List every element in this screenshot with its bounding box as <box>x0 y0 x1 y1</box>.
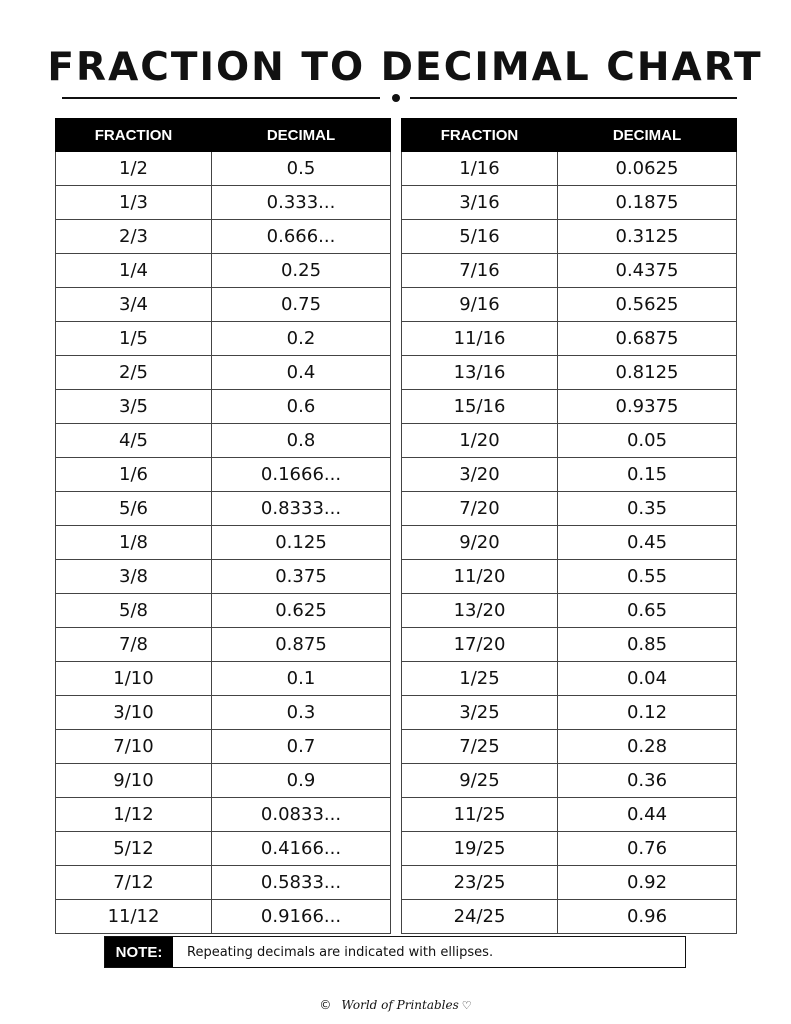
table-row <box>402 866 737 900</box>
fraction-cell: 5/8 <box>56 594 212 628</box>
copyright-symbol: © <box>319 998 332 1012</box>
fraction-table-right <box>401 118 737 934</box>
table-row <box>56 152 391 186</box>
fraction-cell: 1/12 <box>56 798 212 832</box>
fraction-cell: 9/25 <box>402 764 558 798</box>
fraction-cell: 2/3 <box>56 220 212 254</box>
fraction-cell: 3/4 <box>56 288 212 322</box>
table-row <box>56 458 391 492</box>
fraction-cell: 1/10 <box>56 662 212 696</box>
note-label: NOTE: <box>105 937 173 967</box>
decimal-cell: 0.2 <box>212 322 391 356</box>
decimal-cell: 0.1 <box>212 662 391 696</box>
decimal-cell: 0.8125 <box>558 356 737 390</box>
decimal-cell: 0.375 <box>212 560 391 594</box>
fraction-cell: 13/20 <box>402 594 558 628</box>
table-row <box>56 560 391 594</box>
fraction-cell: 4/5 <box>56 424 212 458</box>
fraction-cell: 5/6 <box>56 492 212 526</box>
table-header-row <box>56 119 391 152</box>
fraction-cell: 11/25 <box>402 798 558 832</box>
fraction-cell: 24/25 <box>402 900 558 934</box>
decimal-cell: 0.333... <box>212 186 391 220</box>
decimal-cell: 0.1666... <box>212 458 391 492</box>
table-row <box>56 186 391 220</box>
decimal-cell: 0.05 <box>558 424 737 458</box>
fraction-cell: 9/20 <box>402 526 558 560</box>
note-box <box>104 936 686 968</box>
table-row <box>402 832 737 866</box>
decimal-cell: 0.0833... <box>212 798 391 832</box>
decimal-cell: 0.5 <box>212 152 391 186</box>
decimal-cell: 0.96 <box>558 900 737 934</box>
fraction-cell: 1/16 <box>402 152 558 186</box>
title-divider-dot <box>392 94 400 102</box>
title-divider-left <box>62 97 380 99</box>
decimal-cell: 0.28 <box>558 730 737 764</box>
fraction-cell: 1/20 <box>402 424 558 458</box>
decimal-cell: 0.7 <box>212 730 391 764</box>
decimal-cell: 0.65 <box>558 594 737 628</box>
fraction-cell: 5/16 <box>402 220 558 254</box>
column-header-fraction: FRACTION <box>402 119 558 152</box>
decimal-cell: 0.4 <box>212 356 391 390</box>
fraction-cell: 1/4 <box>56 254 212 288</box>
decimal-cell: 0.15 <box>558 458 737 492</box>
decimal-cell: 0.04 <box>558 662 737 696</box>
table-row <box>402 526 737 560</box>
table-row <box>402 356 737 390</box>
decimal-cell: 0.875 <box>212 628 391 662</box>
column-header-decimal: DECIMAL <box>558 119 737 152</box>
table-row <box>402 424 737 458</box>
decimal-cell: 0.666... <box>212 220 391 254</box>
fraction-cell: 5/12 <box>56 832 212 866</box>
brand-name: World of Printables <box>341 998 459 1012</box>
fraction-cell: 7/20 <box>402 492 558 526</box>
decimal-cell: 0.92 <box>558 866 737 900</box>
decimal-cell: 0.45 <box>558 526 737 560</box>
fraction-cell: 3/5 <box>56 390 212 424</box>
title-divider-right <box>410 97 737 99</box>
decimal-cell: 0.4166... <box>212 832 391 866</box>
fraction-cell: 1/25 <box>402 662 558 696</box>
decimal-cell: 0.8 <box>212 424 391 458</box>
fraction-cell: 1/2 <box>56 152 212 186</box>
table-row <box>56 628 391 662</box>
decimal-cell: 0.6 <box>212 390 391 424</box>
table-row <box>402 798 737 832</box>
table-row <box>402 390 737 424</box>
table-row <box>56 730 391 764</box>
table-row <box>402 594 737 628</box>
fraction-cell: 7/12 <box>56 866 212 900</box>
table-row <box>402 662 737 696</box>
decimal-cell: 0.125 <box>212 526 391 560</box>
table-row <box>402 288 737 322</box>
decimal-cell: 0.9375 <box>558 390 737 424</box>
fraction-cell: 11/16 <box>402 322 558 356</box>
table-row <box>402 730 737 764</box>
fraction-cell: 23/25 <box>402 866 558 900</box>
table-row <box>56 322 391 356</box>
table-row <box>56 424 391 458</box>
decimal-cell: 0.85 <box>558 628 737 662</box>
column-header-decimal: DECIMAL <box>212 119 391 152</box>
table-row <box>402 220 737 254</box>
column-header-fraction: FRACTION <box>56 119 212 152</box>
fraction-cell: 1/3 <box>56 186 212 220</box>
table-row <box>402 764 737 798</box>
fraction-cell: 1/8 <box>56 526 212 560</box>
decimal-cell: 0.5625 <box>558 288 737 322</box>
decimal-cell: 0.44 <box>558 798 737 832</box>
table-row <box>56 900 391 934</box>
fraction-cell: 3/10 <box>56 696 212 730</box>
note-text: Repeating decimals are indicated with ellipses. <box>187 944 494 960</box>
table-row <box>56 390 391 424</box>
page-title: FRACTION TO DECIMAL CHART <box>47 45 763 90</box>
table-row <box>56 220 391 254</box>
fraction-cell: 11/20 <box>402 560 558 594</box>
table-row <box>56 356 391 390</box>
decimal-cell: 0.75 <box>212 288 391 322</box>
fraction-cell: 1/5 <box>56 322 212 356</box>
fraction-table-left <box>55 118 391 934</box>
table-row <box>402 492 737 526</box>
table-row <box>56 662 391 696</box>
fraction-cell: 3/8 <box>56 560 212 594</box>
table-header-row <box>402 119 737 152</box>
table-row <box>56 526 391 560</box>
table-row <box>56 492 391 526</box>
decimal-cell: 0.55 <box>558 560 737 594</box>
table-row <box>402 628 737 662</box>
fraction-cell: 7/16 <box>402 254 558 288</box>
table-row <box>56 696 391 730</box>
fraction-cell: 9/16 <box>402 288 558 322</box>
table-row <box>56 798 391 832</box>
decimal-cell: 0.6875 <box>558 322 737 356</box>
fraction-cell: 17/20 <box>402 628 558 662</box>
table-row <box>56 866 391 900</box>
fraction-cell: 19/25 <box>402 832 558 866</box>
table-row <box>56 594 391 628</box>
fraction-cell: 11/12 <box>56 900 212 934</box>
table-row <box>402 560 737 594</box>
fraction-cell: 2/5 <box>56 356 212 390</box>
decimal-cell: 0.9 <box>212 764 391 798</box>
fraction-cell: 7/10 <box>56 730 212 764</box>
table-row <box>402 696 737 730</box>
fraction-cell: 1/6 <box>56 458 212 492</box>
decimal-cell: 0.3125 <box>558 220 737 254</box>
decimal-cell: 0.35 <box>558 492 737 526</box>
table-row <box>402 900 737 934</box>
table-row <box>56 254 391 288</box>
fraction-cell: 9/10 <box>56 764 212 798</box>
decimal-cell: 0.36 <box>558 764 737 798</box>
table-row <box>56 764 391 798</box>
decimal-cell: 0.4375 <box>558 254 737 288</box>
heart-icon: ♡ <box>461 998 472 1012</box>
table-row <box>402 458 737 492</box>
fraction-cell: 3/25 <box>402 696 558 730</box>
fraction-cell: 3/20 <box>402 458 558 492</box>
fraction-cell: 7/8 <box>56 628 212 662</box>
decimal-cell: 0.8333... <box>212 492 391 526</box>
decimal-cell: 0.76 <box>558 832 737 866</box>
fraction-cell: 13/16 <box>402 356 558 390</box>
table-row <box>402 322 737 356</box>
table-row <box>402 186 737 220</box>
fraction-cell: 7/25 <box>402 730 558 764</box>
table-row <box>56 832 391 866</box>
fraction-cell: 15/16 <box>402 390 558 424</box>
table-row <box>402 152 737 186</box>
table-row <box>56 288 391 322</box>
decimal-cell: 0.3 <box>212 696 391 730</box>
decimal-cell: 0.5833... <box>212 866 391 900</box>
table-row <box>402 254 737 288</box>
decimal-cell: 0.9166... <box>212 900 391 934</box>
decimal-cell: 0.12 <box>558 696 737 730</box>
footer-brand <box>0 998 791 1012</box>
decimal-cell: 0.0625 <box>558 152 737 186</box>
decimal-cell: 0.1875 <box>558 186 737 220</box>
decimal-cell: 0.625 <box>212 594 391 628</box>
decimal-cell: 0.25 <box>212 254 391 288</box>
fraction-cell: 3/16 <box>402 186 558 220</box>
